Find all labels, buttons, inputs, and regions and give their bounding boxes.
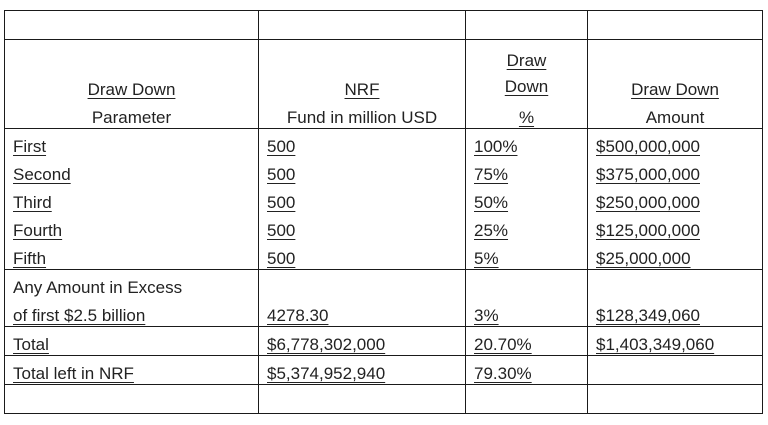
cell-parameter[interactable] (5, 241, 259, 270)
pct-text: 20.70% (474, 335, 532, 354)
cell-fund[interactable] (259, 298, 466, 327)
cell-amount[interactable] (588, 298, 763, 327)
header-parameter-line1: Draw Down (87, 80, 176, 99)
cell-empty[interactable] (466, 11, 588, 40)
parameter-text: Third (13, 193, 52, 212)
header-amount-line1: Draw Down (631, 80, 719, 99)
cell-amount[interactable] (588, 213, 763, 241)
cell-parameter[interactable] (5, 185, 259, 213)
fund-text: $5,374,952,940 (267, 364, 386, 383)
table-row (5, 241, 763, 270)
pct-text: 5% (474, 249, 499, 268)
pct-text: 75% (474, 165, 509, 184)
pct-text: 50% (474, 193, 509, 212)
cell-pct[interactable] (466, 356, 588, 385)
cell-empty[interactable] (466, 385, 588, 414)
pct-text: 3% (474, 306, 499, 325)
cell-pct[interactable] (466, 241, 588, 270)
table-row (5, 129, 763, 158)
parameter-text: Fourth (13, 221, 63, 240)
cell-empty[interactable] (5, 11, 259, 40)
cell-pct[interactable] (466, 270, 588, 299)
parameter-text: Second (13, 165, 71, 184)
parameter-text: Total (13, 335, 49, 354)
cell-amount[interactable] (588, 241, 763, 270)
cell-parameter[interactable] (5, 356, 259, 385)
cell-fund[interactable] (259, 213, 466, 241)
cell-amount[interactable] (588, 270, 763, 299)
amount-text: $250,000,000 (596, 193, 700, 212)
cell-parameter[interactable] (5, 270, 259, 299)
header-row-2 (5, 100, 763, 129)
empty-row-bottom (5, 385, 763, 414)
header-pct-line2: Down (504, 77, 549, 96)
fund-text: 500 (267, 193, 296, 212)
amount-text: $500,000,000 (596, 137, 700, 156)
cell-fund[interactable] (259, 185, 466, 213)
header-parameter-2[interactable] (5, 100, 259, 129)
table-row (5, 185, 763, 213)
amount-text: $128,349,060 (596, 306, 700, 325)
amount-text: $125,000,000 (596, 221, 700, 240)
cell-fund[interactable] (259, 327, 466, 356)
cell-parameter[interactable] (5, 298, 259, 327)
total-left-row (5, 356, 763, 385)
header-parameter[interactable] (5, 40, 259, 101)
excess-row-2 (5, 298, 763, 327)
cell-pct[interactable] (466, 298, 588, 327)
fund-text: 500 (267, 249, 296, 268)
fund-text: 4278.30 (267, 306, 329, 325)
cell-parameter[interactable] (5, 327, 259, 356)
cell-pct[interactable] (466, 185, 588, 213)
cell-pct[interactable] (466, 157, 588, 185)
parameter-text: First (13, 137, 47, 156)
excess-label-line1: Any Amount in Excess (13, 278, 183, 297)
header-parameter-line2: Parameter (91, 108, 172, 127)
header-fund[interactable] (259, 40, 466, 101)
header-pct[interactable] (466, 40, 588, 101)
parameter-text: Total left in NRF (13, 364, 134, 383)
cell-fund[interactable] (259, 241, 466, 270)
cell-fund[interactable] (259, 356, 466, 385)
pct-text: 25% (474, 221, 509, 240)
cell-empty[interactable] (259, 385, 466, 414)
cell-parameter[interactable] (5, 213, 259, 241)
excess-row (5, 270, 763, 299)
header-amount-line2: Amount (645, 108, 705, 127)
fund-text: 500 (267, 221, 296, 240)
table-row (5, 213, 763, 241)
cell-empty[interactable] (588, 385, 763, 414)
table-row (5, 157, 763, 185)
cell-amount[interactable] (588, 185, 763, 213)
cell-pct[interactable] (466, 213, 588, 241)
header-pct-line1: Draw (506, 51, 547, 70)
parameter-text: Fifth (13, 249, 47, 268)
amount-text: $1,403,349,060 (596, 335, 715, 354)
header-pct-2[interactable] (466, 100, 588, 129)
cell-empty[interactable] (259, 11, 466, 40)
total-row (5, 327, 763, 356)
fund-text: $6,778,302,000 (267, 335, 386, 354)
header-amount[interactable] (588, 40, 763, 101)
cell-empty[interactable] (588, 11, 763, 40)
header-fund-line1: NRF (344, 80, 380, 99)
cell-parameter[interactable] (5, 129, 259, 158)
cell-amount[interactable] (588, 129, 763, 158)
header-fund-2[interactable] (259, 100, 466, 129)
cell-parameter[interactable] (5, 157, 259, 185)
amount-text: $25,000,000 (596, 249, 691, 268)
amount-text: $375,000,000 (596, 165, 700, 184)
cell-amount[interactable] (588, 157, 763, 185)
cell-fund[interactable] (259, 129, 466, 158)
empty-row-top (5, 11, 763, 40)
cell-empty[interactable] (5, 385, 259, 414)
pct-text: 79.30% (474, 364, 532, 383)
cell-fund[interactable] (259, 157, 466, 185)
header-pct-line3: % (518, 108, 535, 127)
cell-amount[interactable] (588, 327, 763, 356)
excess-label-line2: of first $2.5 billion (13, 306, 146, 325)
cell-pct[interactable] (466, 129, 588, 158)
fund-text: 500 (267, 137, 296, 156)
header-fund-line2: Fund in million USD (286, 108, 438, 127)
header-amount-2[interactable] (588, 100, 763, 129)
cell-pct[interactable] (466, 327, 588, 356)
cell-amount[interactable] (588, 356, 763, 385)
fund-text: 500 (267, 165, 296, 184)
draw-down-table (4, 10, 763, 414)
pct-text: 100% (474, 137, 518, 156)
header-row (5, 40, 763, 101)
cell-fund[interactable] (259, 270, 466, 299)
